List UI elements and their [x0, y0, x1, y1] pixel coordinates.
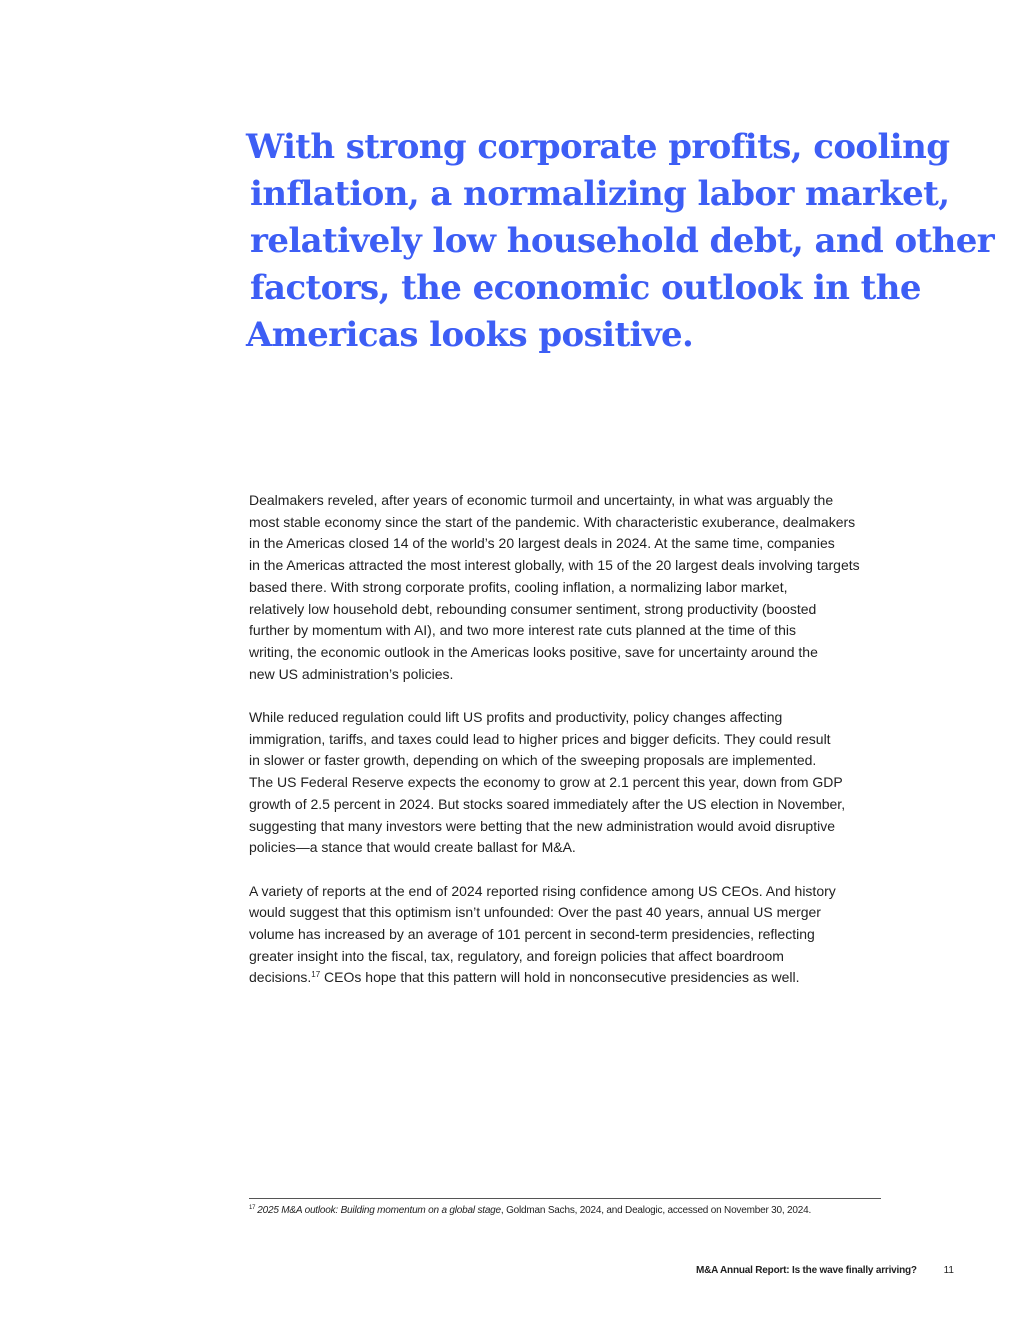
report-title: M&A Annual Report: Is the wave finally arriving?: [696, 1265, 917, 1276]
footnote: [249, 1204, 909, 1218]
paragraph-line: volume has increased by an average of 101 percent in second-term presidencies, reflecting: [249, 926, 815, 943]
pull-quote-line: With strong corporate profits, cooling: [246, 127, 950, 167]
paragraph-line: further by momentum with AI), and two more interest rate cuts planned at the time of this: [249, 622, 797, 639]
paragraph-line: in the Americas attracted the most interest globally, with 15 of the 20 largest deals involving targets: [249, 557, 860, 574]
paragraph-line: most stable economy since the start of the pandemic. With characteristic exuberance, dealmakers: [249, 513, 856, 530]
footnote-source-title: 2025 M&A outlook: Building momentum on a global stage: [257, 1205, 501, 1216]
pull-quote-line: relatively low household debt, and other: [250, 221, 995, 261]
paragraph-line: based there. With strong corporate profits, cooling inflation, a normalizing labor market,: [249, 578, 788, 595]
paragraph-line: policies—a stance that would create ballast for M&A.: [249, 839, 576, 856]
footnote-source-details: , Goldman Sachs, 2024, and Dealogic, accessed on November 30, 2024.: [500, 1205, 812, 1216]
paragraph-line: would suggest that this optimism isn’t unfounded: Over the past 40 years, annual US merger: [249, 904, 821, 921]
footnote-divider: [249, 1198, 881, 1199]
pull-quote-line: Americas looks positive.: [246, 315, 694, 355]
paragraph-line: greater insight into the fiscal, tax, regulatory, and foreign policies that affect boardroom: [249, 947, 784, 964]
paragraph-line: in slower or faster growth, depending on which of the sweeping proposals are implemented.: [249, 752, 817, 769]
page-number: 11: [943, 1265, 954, 1276]
paragraph-line: The US Federal Reserve expects the economy to grow at 2.1 percent this year, down from GDP: [249, 774, 843, 791]
paragraph-line: A variety of reports at the end of 2024 reported rising confidence among US CEOs. And history: [249, 882, 836, 899]
paragraph-line: relatively low household debt, rebounding consumer sentiment, strong productivity (boosted: [249, 600, 817, 617]
paragraph-line: growth of 2.5 percent in 2024. But stocks soared immediately after the US election in November,: [249, 795, 846, 812]
pull-quote-line: factors, the economic outlook in the: [250, 268, 921, 308]
paragraph-2: [249, 707, 889, 859]
pull-quote: [246, 124, 995, 359]
paragraph-line: new US administration’s policies.: [249, 665, 454, 682]
footnote-number: 17: [249, 1205, 256, 1211]
paragraph-1: [249, 490, 889, 685]
pull-quote-line: inflation, a normalizing labor market,: [250, 174, 950, 214]
paragraph-text: CEOs hope that this pattern will hold in nonconsecutive presidencies as well.: [320, 969, 800, 986]
paragraph-3: [249, 881, 889, 990]
page-footer: [696, 1264, 954, 1278]
paragraph-line: immigration, tariffs, and taxes could lead to higher prices and bigger deficits. They could result: [249, 730, 831, 747]
paragraph-line: writing, the economic outlook in the Americas looks positive, save for uncertainty around the: [249, 643, 818, 660]
paragraph-line: suggesting that many investors were betting that the new administration would avoid disruptive: [249, 817, 835, 834]
paragraph-line: While reduced regulation could lift US profits and productivity, policy changes affecting: [249, 709, 783, 726]
footnote-reference[interactable]: 17: [311, 970, 321, 980]
body-text: [249, 490, 889, 1011]
paragraph-line: in the Americas closed 14 of the world’s 20 largest deals in 2024. At the same time, companies: [249, 535, 835, 552]
paragraph-text: decisions.: [249, 969, 312, 986]
paragraph-line: [249, 967, 889, 989]
paragraph-line: Dealmakers reveled, after years of economic turmoil and uncertainty, in what was arguably the: [249, 492, 834, 508]
